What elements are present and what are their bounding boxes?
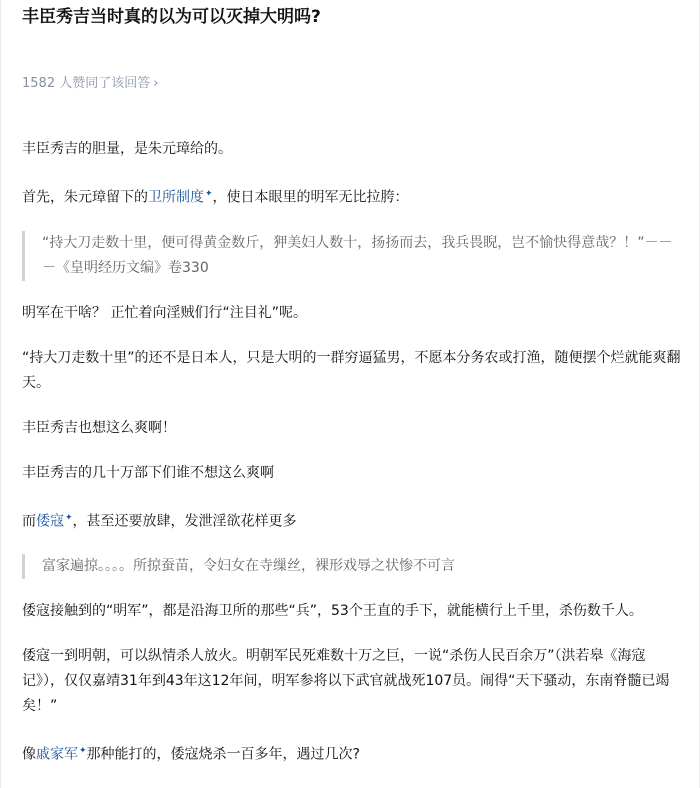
- paragraph-2-text-a: 首先，朱元璋留下的: [22, 189, 148, 206]
- link-qi-army[interactable]: 戚家军: [36, 746, 78, 763]
- blockquote-2: 富家遍掠。。。。所掠蚕苗，令妇女在寺缫丝，裸形戏辱之状惨不可言: [22, 554, 682, 579]
- question-title[interactable]: 丰臣秀吉当时真的以为可以灭掉大明吗?: [22, 7, 321, 27]
- upvote-count-link[interactable]: [22, 74, 158, 94]
- chevron-right-icon: ›: [153, 76, 159, 91]
- paragraph-2-text-b: ，使日本眼里的明军无比拉胯：: [212, 189, 409, 206]
- paragraph-2: [22, 182, 682, 211]
- paragraph-8: 倭寇接触到的“明军”，都是沿海卫所的那些“兵”，53个王直的手下，就能横行上千里，杀伤数千人。: [22, 603, 643, 620]
- paragraph-1: 丰臣秀吉的胆量，是朱元璋给的。: [22, 141, 232, 157]
- paragraph-5: 丰臣秀吉也想这么爽啊！: [22, 419, 176, 436]
- answer-content: [22, 137, 682, 788]
- paragraph-10-text-a: 像: [22, 746, 36, 763]
- blockquote-1: “持大刀走数十里，便可得黄金数斤，狎美妇人数十，扬扬而去，我兵畏睨，岂不愉快得意哉？！”－－－《皇明经历文编》卷330: [22, 231, 682, 281]
- upvote-text: 1582 人赞同了该回答: [22, 76, 151, 91]
- paragraph-9: 倭寇一到明朝，可以纵情杀人放火。明朝军民死难数十万之巨，一说“杀伤人民百余万”（洪若皋《海寇记》），仅仅嘉靖31年到43年这12年间，明军参将以下武官就战死107员。闹得“天下骚动，东南脊髓已竭矣！”: [22, 648, 670, 715]
- paragraph-10-text-b: 那种能打的，倭寇烧杀一百多年，遇过几次?: [86, 746, 360, 763]
- sparkle-icon: ✦: [205, 189, 213, 199]
- paragraph-4: “持大刀走数十里”的还不是日本人，只是大明的一群穷逼猛男，不愿本分务农或打渔，随便摆个烂就能爽翻天。: [22, 349, 681, 391]
- paragraph-7-text-b: ，甚至还要放肆，发泄淫欲花样更多: [72, 513, 297, 530]
- sparkle-icon: ✦: [79, 746, 87, 757]
- paragraph-7-text-a: 而: [22, 513, 36, 530]
- link-weisuo-system[interactable]: 卫所制度: [148, 189, 204, 206]
- link-wokou[interactable]: 倭寇: [36, 513, 64, 530]
- paragraph-10: [22, 739, 682, 768]
- paragraph-7: [22, 506, 682, 535]
- sparkle-icon: ✦: [65, 512, 73, 523]
- paragraph-6: 丰臣秀吉的几十万部下们谁不想这么爽啊: [22, 464, 274, 481]
- paragraph-3: 明军在干啥？ 正忙着向淫贼们行“注目礼”呢。: [22, 304, 307, 321]
